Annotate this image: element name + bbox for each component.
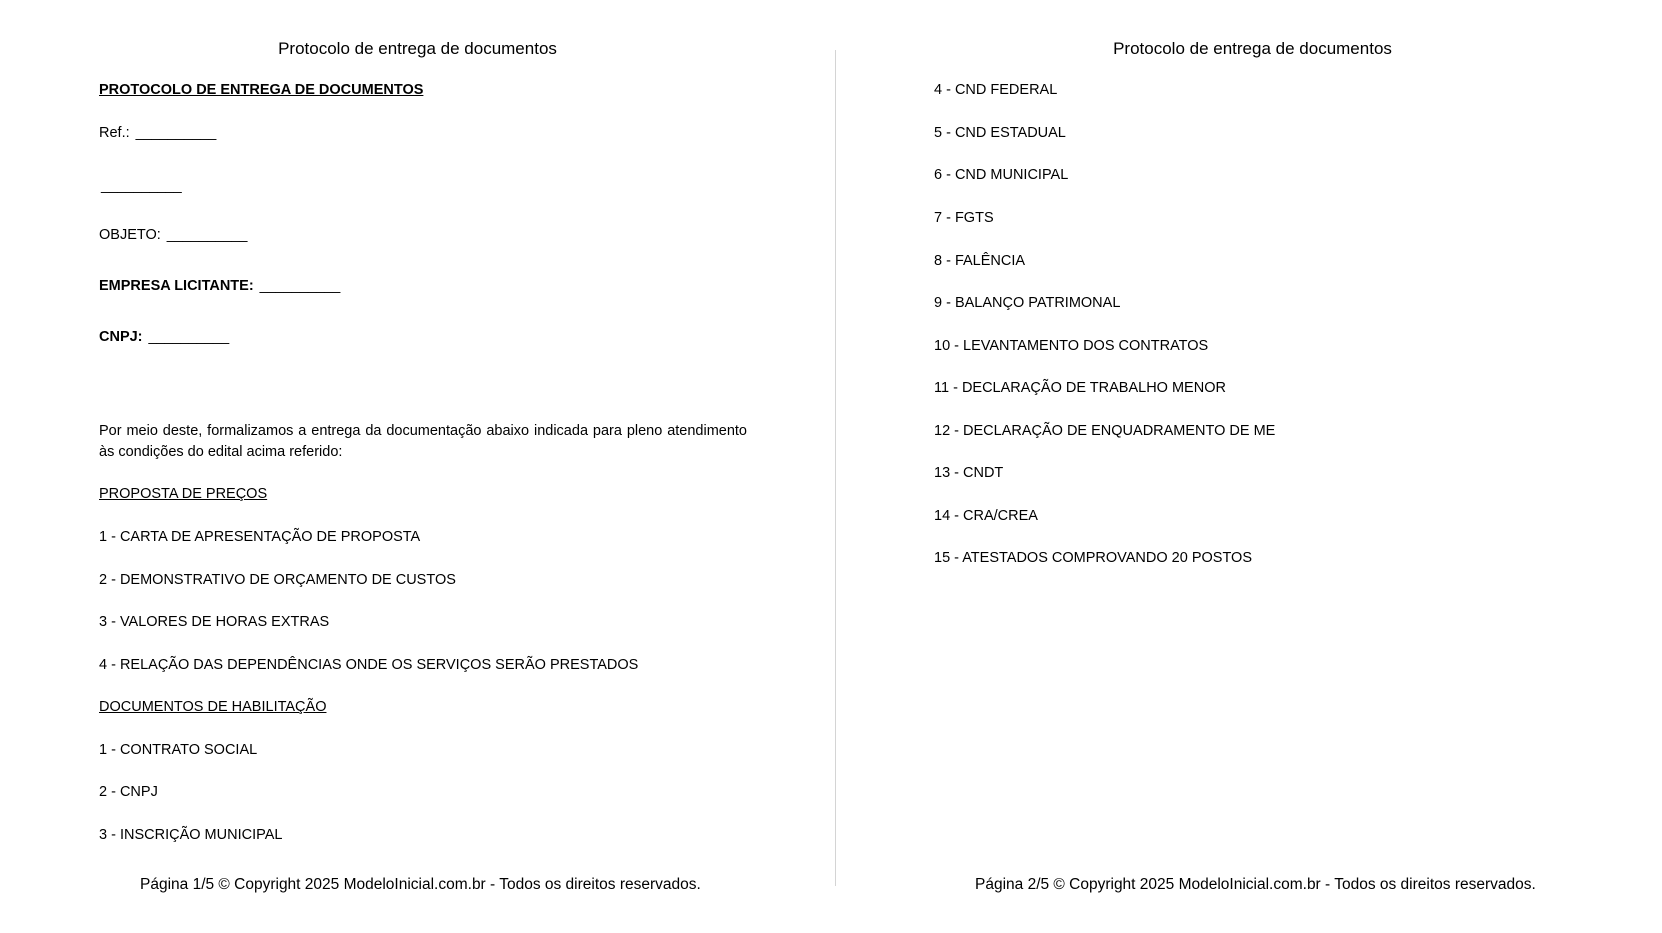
- cnpj-line: [99, 328, 229, 346]
- list-item: 9 - BALANÇO PATRIMONAL: [934, 295, 1121, 311]
- list-item: 2 - CNPJ: [99, 784, 158, 800]
- objeto-blank: __________: [166, 227, 248, 243]
- objeto-line: [99, 226, 247, 244]
- page-footer: Página 2/5 © Copyright 2025 ModeloInicial.com.br - Todos os direitos reservados.: [975, 876, 1536, 893]
- page-header: Protocolo de entrega de documentos: [1113, 39, 1392, 58]
- ref-blank: __________: [135, 125, 217, 141]
- list-item: 1 - CARTA DE APRESENTAÇÃO DE PROPOSTA: [99, 529, 421, 545]
- list-item: 3 - INSCRIÇÃO MUNICIPAL: [99, 827, 283, 843]
- list-item: 3 - VALORES DE HORAS EXTRAS: [99, 614, 330, 630]
- list-item: 11 - DECLARAÇÃO DE TRABALHO MENOR: [934, 380, 1226, 396]
- ref-label: Ref.:: [99, 125, 130, 141]
- section-habilitacao-heading: DOCUMENTOS DE HABILITAÇÃO: [99, 699, 327, 715]
- list-item: 12 - DECLARAÇÃO DE ENQUADRAMENTO DE ME: [934, 423, 1276, 439]
- list-item: 10 - LEVANTAMENTO DOS CONTRATOS: [934, 338, 1209, 354]
- page-footer: Página 1/5 © Copyright 2025 ModeloInicial.com.br - Todos os direitos reservados.: [140, 876, 701, 893]
- list-item: 6 - CND MUNICIPAL: [934, 167, 1069, 183]
- list-item: 14 - CRA/CREA: [934, 508, 1038, 524]
- intro-paragraph: Por meio deste, formalizamos a entrega da documentação abaixo indicada para pleno atendimento às condições do edital acima referido:: [99, 423, 747, 460]
- list-item: 4 - RELAÇÃO DAS DEPENDÊNCIAS ONDE OS SERVIÇOS SERÃO PRESTADOS: [99, 657, 639, 673]
- section-proposta-heading: PROPOSTA DE PREÇOS: [99, 486, 268, 502]
- document-title: PROTOCOLO DE ENTREGA DE DOCUMENTOS: [99, 82, 424, 98]
- page-header: Protocolo de entrega de documentos: [278, 39, 557, 58]
- cnpj-label: CNPJ:: [99, 329, 143, 345]
- empresa-blank: __________: [259, 278, 341, 294]
- list-item: 15 - ATESTADOS COMPROVANDO 20 POSTOS: [934, 550, 1253, 566]
- list-item: 8 - FALÊNCIA: [934, 253, 1026, 269]
- list-item: 13 - CNDT: [934, 465, 1004, 481]
- list-item: 5 - CND ESTADUAL: [934, 125, 1066, 141]
- empresa-label: EMPRESA LICITANTE:: [99, 278, 254, 294]
- empresa-line: [99, 277, 340, 295]
- objeto-label: OBJETO:: [99, 227, 161, 243]
- list-item: 2 - DEMONSTRATIVO DE ORÇAMENTO DE CUSTOS: [99, 572, 456, 588]
- list-item: 7 - FGTS: [934, 210, 994, 226]
- list-item: 1 - CONTRATO SOCIAL: [99, 742, 258, 758]
- cnpj-blank: __________: [148, 329, 230, 345]
- standalone-blank: __________: [101, 178, 182, 194]
- page-2: [835, 0, 1662, 933]
- ref-line: [99, 124, 216, 142]
- list-item: 4 - CND FEDERAL: [934, 82, 1058, 98]
